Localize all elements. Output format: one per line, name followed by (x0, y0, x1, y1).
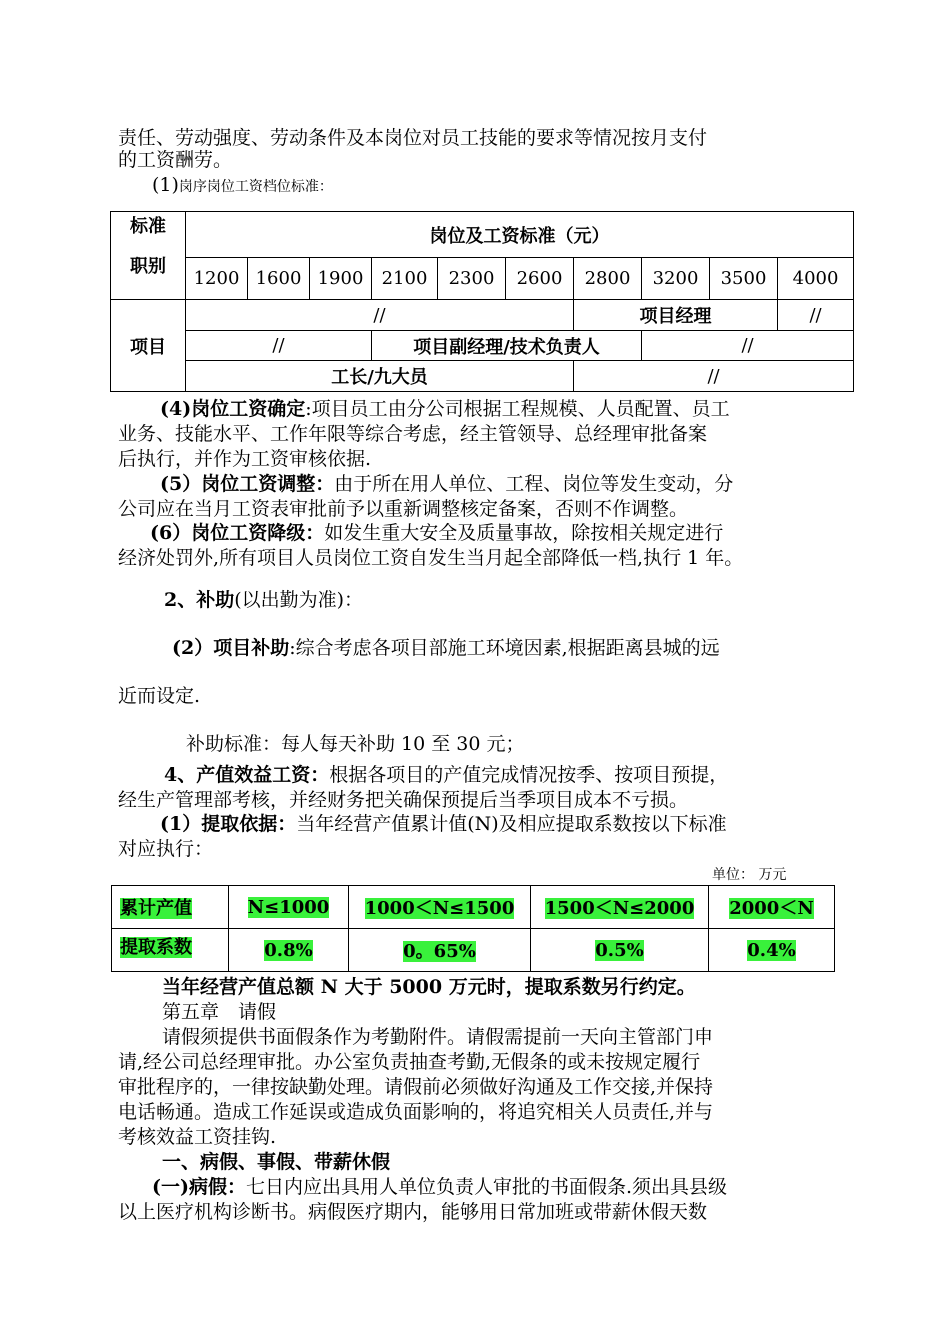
text-line: 近而设定. (118, 685, 201, 707)
text-line: (4)岗位工资确定:项目员工由分公司根据工程规模、人员配置、员工 (160, 398, 730, 420)
salary-level: 2300 (438, 258, 506, 300)
salary-level: 4000 (778, 258, 854, 300)
text-line: 补助标准：每人每天补助 10 至 30 元； (186, 733, 525, 755)
table-cell: 项目经理 (574, 300, 778, 331)
table-cell: // (574, 361, 854, 392)
text-line: 业务、技能水平、工作年限等综合考虑，经主管领导、总经理审批备案 (118, 423, 708, 445)
coefficient-table (111, 885, 835, 972)
text-line: (2）项目补助:综合考虑各项目部施工环境因素,根据距离县城的远 (172, 637, 720, 659)
text-line: (1)岗序岗位工资档位标准： (152, 174, 333, 196)
salary-level: 1600 (248, 258, 310, 300)
text-line: (6）岗位工资降级：如发生重大安全及质量事故，除按相关规定进行 (150, 522, 724, 544)
table-cell: // (642, 331, 854, 361)
section-heading: 一、病假、事假、带薪休假 (162, 1151, 391, 1173)
text-line: (一)病假：七日内应出具用人单位负责人审批的书面假条.须出具县级 (152, 1176, 728, 1198)
text-line: 经生产管理部考核，并经财务把关确保预提后当季项目成本不亏损。 (118, 789, 689, 811)
text-line: 审批程序的，一律按缺勤处理。请假前必须做好沟通及工作交接,并保持 (118, 1076, 714, 1098)
text-line: (1）提取依据：当年经营产值累计值(N)及相应提取系数按以下标准 (160, 813, 727, 835)
text-line: 请,经公司总经理审批。办公室负责抽查考勤,无假条的或未按规定履行 (118, 1051, 701, 1073)
table-cell: 0。65% (349, 929, 531, 972)
table-cell: N≤1000 (229, 886, 349, 929)
text-line: 当年经营产值总额 N 大于 5000 万元时，提取系数另行约定。 (162, 976, 696, 998)
salary-level: 2600 (506, 258, 574, 300)
salary-level: 2800 (574, 258, 642, 300)
table-corner-cell: 标准 职别 (111, 212, 186, 300)
position-salary-table (110, 211, 854, 392)
text-line: 电话畅通。造成工作延误或造成负面影响的，将追究相关人员责任,并与 (118, 1101, 714, 1123)
text-line: 对应执行： (118, 838, 214, 860)
salary-level: 3200 (642, 258, 710, 300)
table-cell: 1500＜N≤2000 (531, 886, 709, 929)
chapter-heading: 第五章 请假 (162, 1001, 277, 1023)
text-line: 请假须提供书面假条作为考勤附件。请假需提前一天向主管部门申 (162, 1026, 714, 1048)
table-cell: 2000＜N (709, 886, 835, 929)
unit-label: 单位： 万元 (712, 867, 787, 883)
table-cell: // (186, 331, 372, 361)
table-cell: 提取系数 (112, 929, 229, 972)
text-line: 的工资酬劳。 (118, 149, 233, 171)
text-line: 考核效益工资挂钩. (118, 1126, 277, 1148)
text-line: 4、产值效益工资：根据各项目的产值完成情况按季、按项目预提， (164, 764, 729, 786)
text-line: 以上医疗机构诊断书。病假医疗期内，能够用日常加班或带薪休假天数 (118, 1201, 708, 1223)
section-heading: 2、补助(以出勤为准)： (164, 589, 364, 611)
table-cell: 累计产值 (112, 886, 229, 929)
table-cell: 工长/九大员 (186, 361, 574, 392)
text-line: 责任、劳动强度、劳动条件及本岗位对员工技能的要求等情况按月支付 (118, 127, 708, 149)
salary-level: 3500 (710, 258, 778, 300)
table-cell: 1000＜N≤1500 (349, 886, 531, 929)
salary-level: 1900 (310, 258, 372, 300)
salary-level: 1200 (186, 258, 248, 300)
table-cell: // (778, 300, 854, 331)
text-line: 公司应在当月工资表审批前予以重新调整核定备案，否则不作调整。 (118, 498, 689, 520)
table-header: 岗位及工资标准（元） (186, 212, 854, 258)
table-cell: 项目副经理/技术负责人 (372, 331, 642, 361)
text-line: (5）岗位工资调整：由于所在用人单位、工程、岗位等发生变动，分 (160, 473, 734, 495)
text-line: 经济处罚外,所有项目人员岗位工资自发生当月起全部降低一档,执行 1 年。 (118, 547, 744, 569)
table-cell: 0.8% (229, 929, 349, 972)
text-line: 后执行，并作为工资审核依据. (118, 448, 372, 470)
table-cell: 0.4% (709, 929, 835, 972)
table-cell: // (186, 300, 574, 331)
project-label: 项目 (111, 300, 186, 392)
salary-level: 2100 (372, 258, 438, 300)
table-cell: 0.5% (531, 929, 709, 972)
